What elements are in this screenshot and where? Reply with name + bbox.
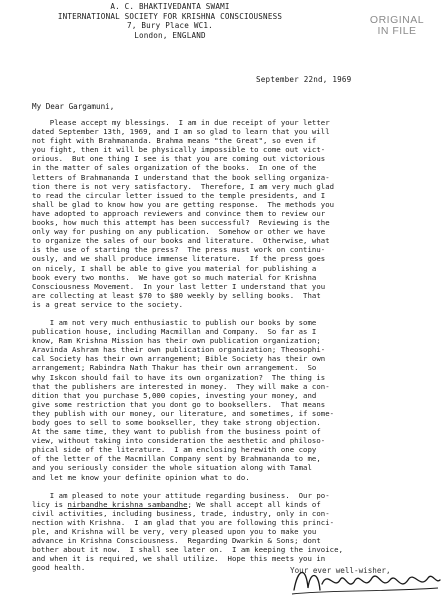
letter-line: to organize the sales of our books and literature. Otherwise, what [32, 236, 330, 246]
letter-body [32, 118, 432, 582]
closing: Your ever well-wisher, [290, 566, 391, 575]
letter-line: are collecting at least $70 to $80 weekly by selling books. That [32, 290, 321, 300]
letter-line: and let me know your definite opinion what to do. [32, 472, 250, 482]
letterhead [40, 2, 300, 40]
letter-line: shall be glad to know how you are getting response. The methods you [32, 199, 335, 209]
letter-line: give some restriction that you dont go to booksellers. That means [32, 399, 326, 409]
letter-line: dition that you purchase 5,000 copies, investing your money, and [32, 390, 317, 400]
letterhead-address-1: 7, Bury Place WC1. [127, 21, 213, 31]
letter-line: tion there is not very satisfactory. Therefore, I am very much glad [32, 181, 335, 191]
paragraph-2 [32, 318, 432, 482]
letter-line: orious. But one thing I see is that you are coming out victorious [32, 154, 326, 164]
letter-line: cal Society has their own arrangement; Bible Society has their own [32, 354, 326, 364]
letter-line: advance in Krishna Consciousness. Regarding Dwarkin & Sons; dont [32, 536, 321, 546]
letter-line: licy is nirbandhe krishna sambandhe; We shall accept all kinds of [32, 499, 321, 509]
letter-line: view, without taking into consideration the aesthetic and philoso- [32, 436, 326, 446]
letter-line: of the letter of the Macmillan Company sent by Brahmananda to me, [32, 454, 321, 464]
letter-line: Please accept my blessings. I am in due receipt of your letter [32, 118, 330, 127]
signature [288, 560, 444, 600]
original-in-file-stamp [366, 15, 428, 37]
letter-line: on nicely, I shall be able to give you material for publishing a [32, 263, 317, 273]
letter-line: body goes to sell to some bookseller, they take strong objection. [32, 418, 321, 427]
letterhead-name: A. C. BHAKTIVEDANTA SWAMI [110, 2, 230, 11]
letter-line: dated September 13th, 1969, and I am so glad to learn that you will [32, 127, 330, 137]
letter-line: book every two months. We have got so much material for Krishna [32, 272, 317, 282]
letter-line: I am pleased to note your attitude regarding business. Our po- [32, 490, 330, 500]
letter-line: nection with Krishna. I am glad that you are following this princi- [32, 517, 335, 527]
letter-line: I am not very much enthusiastic to publish our books by some [32, 317, 317, 327]
letter-line: At the same time, they want to publish from the business point of [32, 427, 321, 437]
paragraph-1 [32, 118, 432, 309]
letter-line: good health. [32, 563, 86, 573]
letter-line: why Iskcon should fail to have its own organization? The thing is [32, 372, 326, 382]
letterhead-address-2: London, ENGLAND [134, 30, 206, 40]
letter-line: to read the circular letter issued to the temple presidents, and I [32, 190, 326, 200]
letter-line: they publish with our money, our literature, and sometimes, if some- [32, 408, 335, 418]
letter-line: letters of Brahmananda I understand that the book selling organiza- [32, 172, 330, 182]
letter-line: not fight with Brahmananda. Brahma means "the Great", so even if [32, 136, 317, 146]
letter-line: in the matter of sales organization of the books. In one of the [32, 163, 317, 173]
stamp-line-1: ORIGINAL [369, 14, 425, 26]
letter-line: phical side of the literature. I am enclosing herewith one copy [32, 445, 317, 455]
letter-date: September 22nd, 1969 [256, 75, 352, 84]
letter-line: ously, and we shall produce immense literature. If the press goes [32, 254, 326, 264]
underlined-phrase: nirbandhe krishna sambandhe [67, 499, 188, 509]
salutation: My Dear Gargamuni, [32, 102, 115, 111]
letter-line: and you seriously consider the whole situation along with Tamal [32, 463, 312, 473]
letter-line: Aravinda Ashram has their own publication organization; Theosophi- [32, 345, 326, 355]
letter-line: Consciousness Movement. In your last letter I understand that you [32, 281, 326, 291]
stamp-line-2: IN FILE [377, 25, 417, 37]
letter-line: is a great service to the society. [32, 299, 184, 309]
letter-line: you fight, then it will be physically impossible to come out vict- [32, 145, 326, 155]
letter-line: is the use of starting the press? The press must work on continu- [32, 245, 326, 255]
letter-line: and when it is required, we shall utilize. Hope this meets you in [32, 554, 326, 564]
letter-line: arrangement; Rabindra Nath Thakur has their own arrangement. So [32, 363, 317, 373]
letterhead-org: INTERNATIONAL SOCIETY FOR KRISHNA CONSCIOUSNESS [57, 11, 283, 21]
letter-line: know, Ram Krishna Mission has their own publication organization; [32, 336, 321, 346]
letter-line: only way for pushing on any publication. Somehow or other we have [32, 227, 326, 237]
letter-line: have adopted to approach reviewers and convince them to review our [32, 208, 326, 218]
letter-line: publication house, including Macmillan and Company. So far as I [32, 327, 317, 337]
letter-line: that the publishers are interested in money. They will make a con- [32, 381, 330, 391]
letter-line: bother about it now. I shall see later on. I am keeping the invoice, [32, 545, 344, 555]
letter-line: civil activities, including business, trade, industry, only in con- [32, 508, 330, 518]
letter-line: books, how much this attempt has been successful? Reviewing is the [32, 218, 330, 228]
letter-line: ple, and Krishna will be very, very pleased upon you to make you [32, 527, 317, 537]
